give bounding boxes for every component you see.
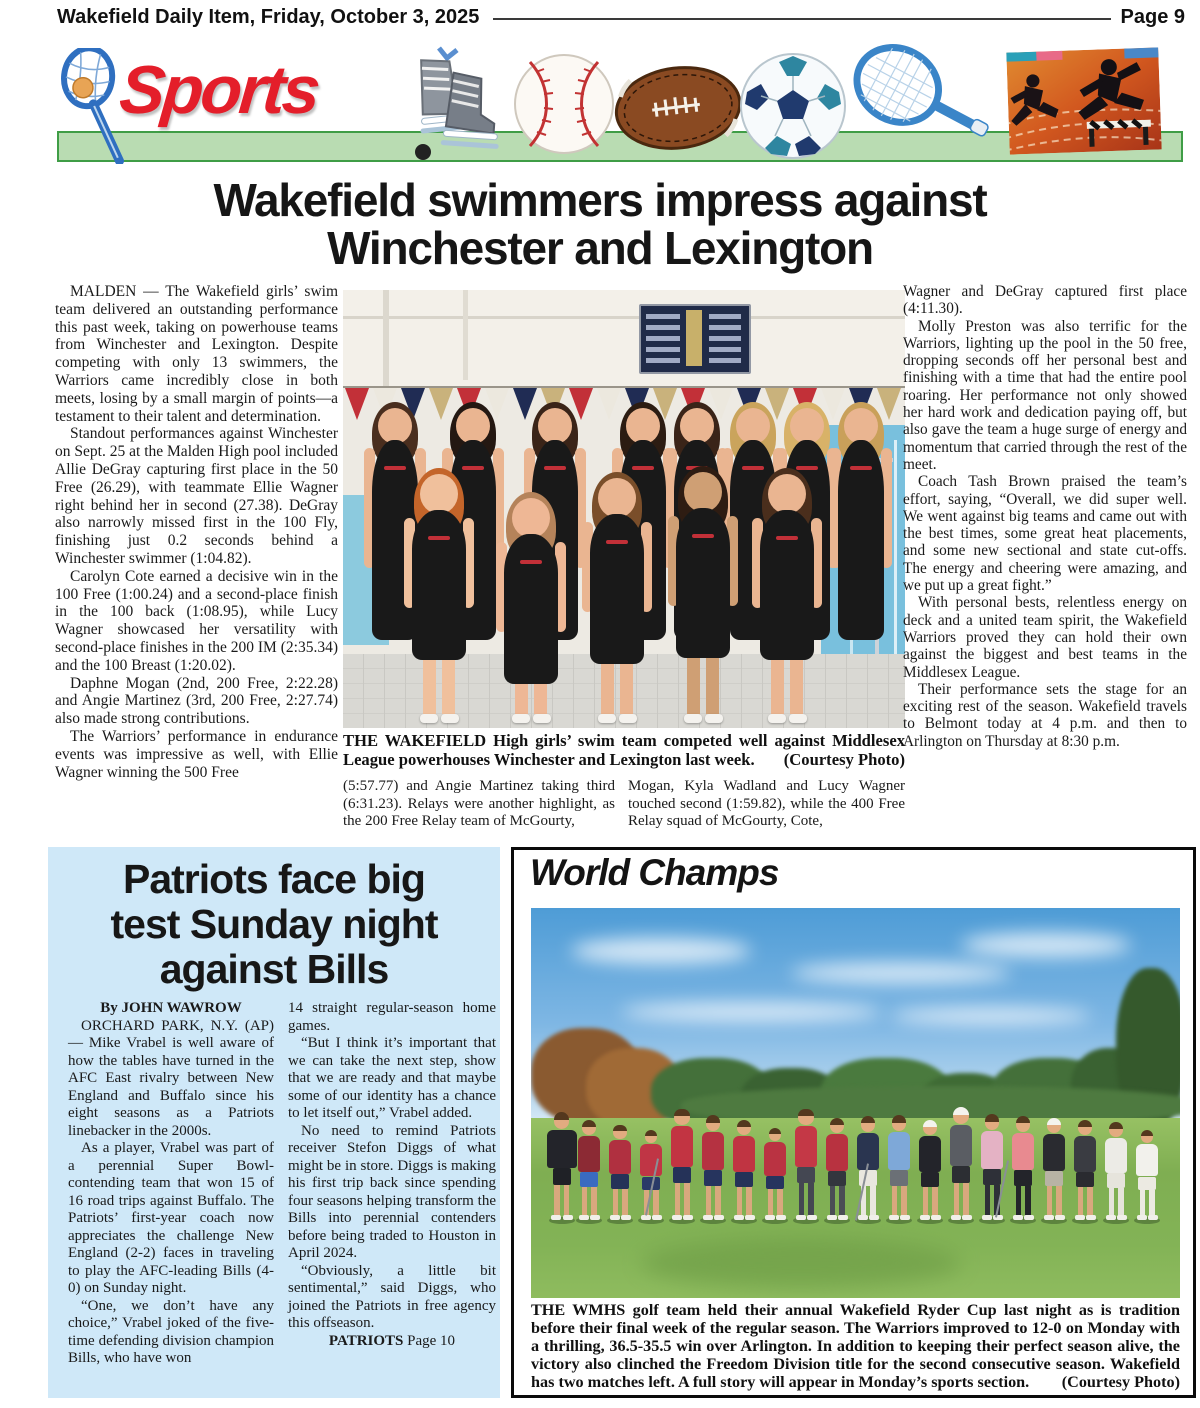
article-paragraph: As a player, Vrabel was part of a perennial Super Bowl-contending team that won 15 of 16 road trips against Buffalo. The Patriots’ first-year coach now appreciates the challenge New England (2-2) faces in traveling to play the AFC-leading Bills (4-0) on Sunday night. (68, 1140, 274, 1296)
patriots-headline (54, 857, 494, 992)
patriots-column-1 (68, 1000, 274, 1368)
headline-line: test Sunday night (110, 901, 438, 947)
continuation-jump-line (288, 1333, 496, 1351)
world-champs-box (511, 847, 1196, 1398)
sports-section-label: Sports (116, 52, 321, 128)
hurdlers-image (1006, 47, 1161, 154)
world-champs-title: World Champs (530, 852, 779, 893)
article-paragraph: The Warriors’ performance in endurance events was impressive as well, with Ellie Wagner winning the 500 Free (55, 727, 338, 781)
article-paragraph: (5:57.77) and Angie Martinez taking third (6:31.23). Relays were another highlight, as the 200 Free Relay team of McGourty, (343, 778, 615, 830)
masthead (57, 6, 1185, 29)
article-paragraph: Wagner and DeGray captured first place (4:11.30). (903, 283, 1187, 318)
swim-article-headline (35, 176, 1165, 272)
article-paragraph: “But I think it’s important that we can take the next step, show that we are ready and that maybe some of our identity has a chance to let itself out,” Vrabel added. (288, 1035, 496, 1121)
headline-line: Winchester and Lexington (327, 222, 873, 274)
soccer-ball-icon (737, 50, 849, 162)
article-paragraph: With personal bests, relentless energy on deck and a united team spirit, the Wakefield Warriors proved they can hold their own against the biggest and best teams in the Middlesex League. (903, 594, 1187, 681)
masthead-rule (493, 18, 1110, 20)
article-paragraph: No need to remind Patriots receiver Stefon Diggs of what might be in store. Diggs is making his first trip back since spending four seasons helping transform the Bills into perennial contenders before being traded to Houston in April 2024. (288, 1122, 496, 1261)
swim-article-mid-column-b (628, 778, 905, 831)
article-paragraph: Coach Tash Brown praised the team’s effort, saying, “Overall, we did super well. We went against big teams and came out with the best times, some great heat placements, and some new sectional and state cut-offs. The energy and cheering were amazing, and we put up a great fight.” (903, 473, 1187, 595)
article-paragraph: ORCHARD PARK, N.Y. (AP) — Mike Vrabel is well aware of how the tables have turned in the AFC East rivalry between New England and Buffalo since his eight seasons as a Patriots linebacker in the 2000s. (68, 1017, 274, 1139)
jump-page: Page 10 (403, 1332, 456, 1349)
headline-line: against Bills (159, 946, 389, 992)
baseball-icon (512, 52, 616, 156)
byline: By JOHN WAWROW (100, 1000, 242, 1016)
article-paragraph: 14 straight regular-season home games. (288, 1000, 496, 1034)
jump-slug: PATRIOTS (328, 1332, 404, 1349)
swim-team-photo (343, 290, 905, 728)
swim-article-right-column (903, 283, 1187, 750)
ice-skates-icon (395, 46, 509, 162)
sports-banner (0, 40, 1200, 168)
patriots-column-2 (288, 1000, 496, 1350)
page-number: Page 9 (1120, 6, 1185, 28)
football-icon (608, 56, 748, 158)
article-paragraph: Standout performances against Winchester on Sept. 25 at the Malden High pool included Allie DeGray capturing first place in the 50 Free (26.29), with teammate Ellie Wagner right behind her in second (27.38). DeGray also narrowly missed first in the 100 Fly, finishing just 0.2 seconds behind a Winchester swimmer (1:04.82). (55, 425, 338, 567)
article-paragraph: Daphne Mogan (2nd, 200 Free, 2:22.28) and Angie Martinez (3rd, 200 Free, 2:27.74) also made strong contributions. (55, 674, 338, 728)
article-paragraph: Carolyn Cote earned a decisive win in the 100 Free (1:00.24) and a second-place finish in the 100 back (1:08.95), while Lucy Wagner showcased her versatility with second-place finishes in the 200 IM (2:35.34) and the 100 Breast (1:20.02). (55, 567, 338, 674)
swim-article-left-column (55, 283, 338, 781)
photo-credit: (Courtesy Photo) (783, 750, 905, 770)
swim-article-mid-column-a (343, 778, 615, 831)
headline-line: Wakefield swimmers impress against (213, 174, 987, 226)
tennis-racket-icon (842, 44, 997, 164)
masthead-title: Wakefield Daily Item, Friday, October 3, 2025 (57, 6, 480, 28)
golf-team-photo (531, 908, 1180, 1298)
article-paragraph: “Obviously, a little bit sentimental,” said Diggs, who joined the Patriots in free agency this offseason. (288, 1262, 496, 1331)
article-paragraph: MALDEN — The Wakefield girls’ swim team delivered an outstanding performance this past week, taking on powerhouse teams from Winchester and Lexington. Despite competing with only 13 swimmers, the Warriors came incredibly close in both meets, losing by a small margin of points—a testament to their talent and determination. (55, 283, 338, 425)
patriots-article-box (48, 847, 500, 1398)
article-paragraph: Mogan, Kyla Wadland and Lucy Wagner touched second (1:59.82), while the 400 Free Relay squad of McGourty, Cote, (628, 778, 905, 830)
caption-text: THE WAKEFIELD High girls’ swim team competed well against Middlesex League powerhouses Winchester and Lexington last week. (343, 731, 905, 770)
article-paragraph: Their performance sets the stage for an exciting rest of the season. Wakefield travels to Belmont today at 4 p.m. and then to Arlington on Thursday at 8:30 p.m. (903, 680, 1187, 750)
golf-photo-caption (531, 1302, 1180, 1392)
swim-photo-caption (343, 731, 905, 770)
photo-credit: (Courtesy Photo) (1061, 1372, 1180, 1391)
article-paragraph: “One, we don’t have any choice,” Vrabel joked of the five-time defending division champion Bills, who have won (68, 1297, 274, 1366)
caption-text: THE WMHS golf team held their annual Wakefield Ryder Cup last night as is tradition before their final week of the regular season. The Warriors improved to 12-0 on Monday with a thrilling, 36.5-35.5 win over Arlington. In addition to keeping their perfect season alive, the victory also clinched the Freedom Division title for the second consecutive season. Wakefield has two matches left. A full story will appear in Monday’s sports section. (531, 1301, 1180, 1391)
headline-line: Patriots face big (123, 856, 425, 902)
article-paragraph: Molly Preston was also terrific for the Warriors, lighting up the pool in the 50 free, dropping seconds off her personal best and finishing with a time that had the entire pool roaring. Her performance not only showed her hard work and dedication paying off, but also gave the team a huge surge of energy and momentum that carried through the rest of the meet. (903, 317, 1187, 473)
